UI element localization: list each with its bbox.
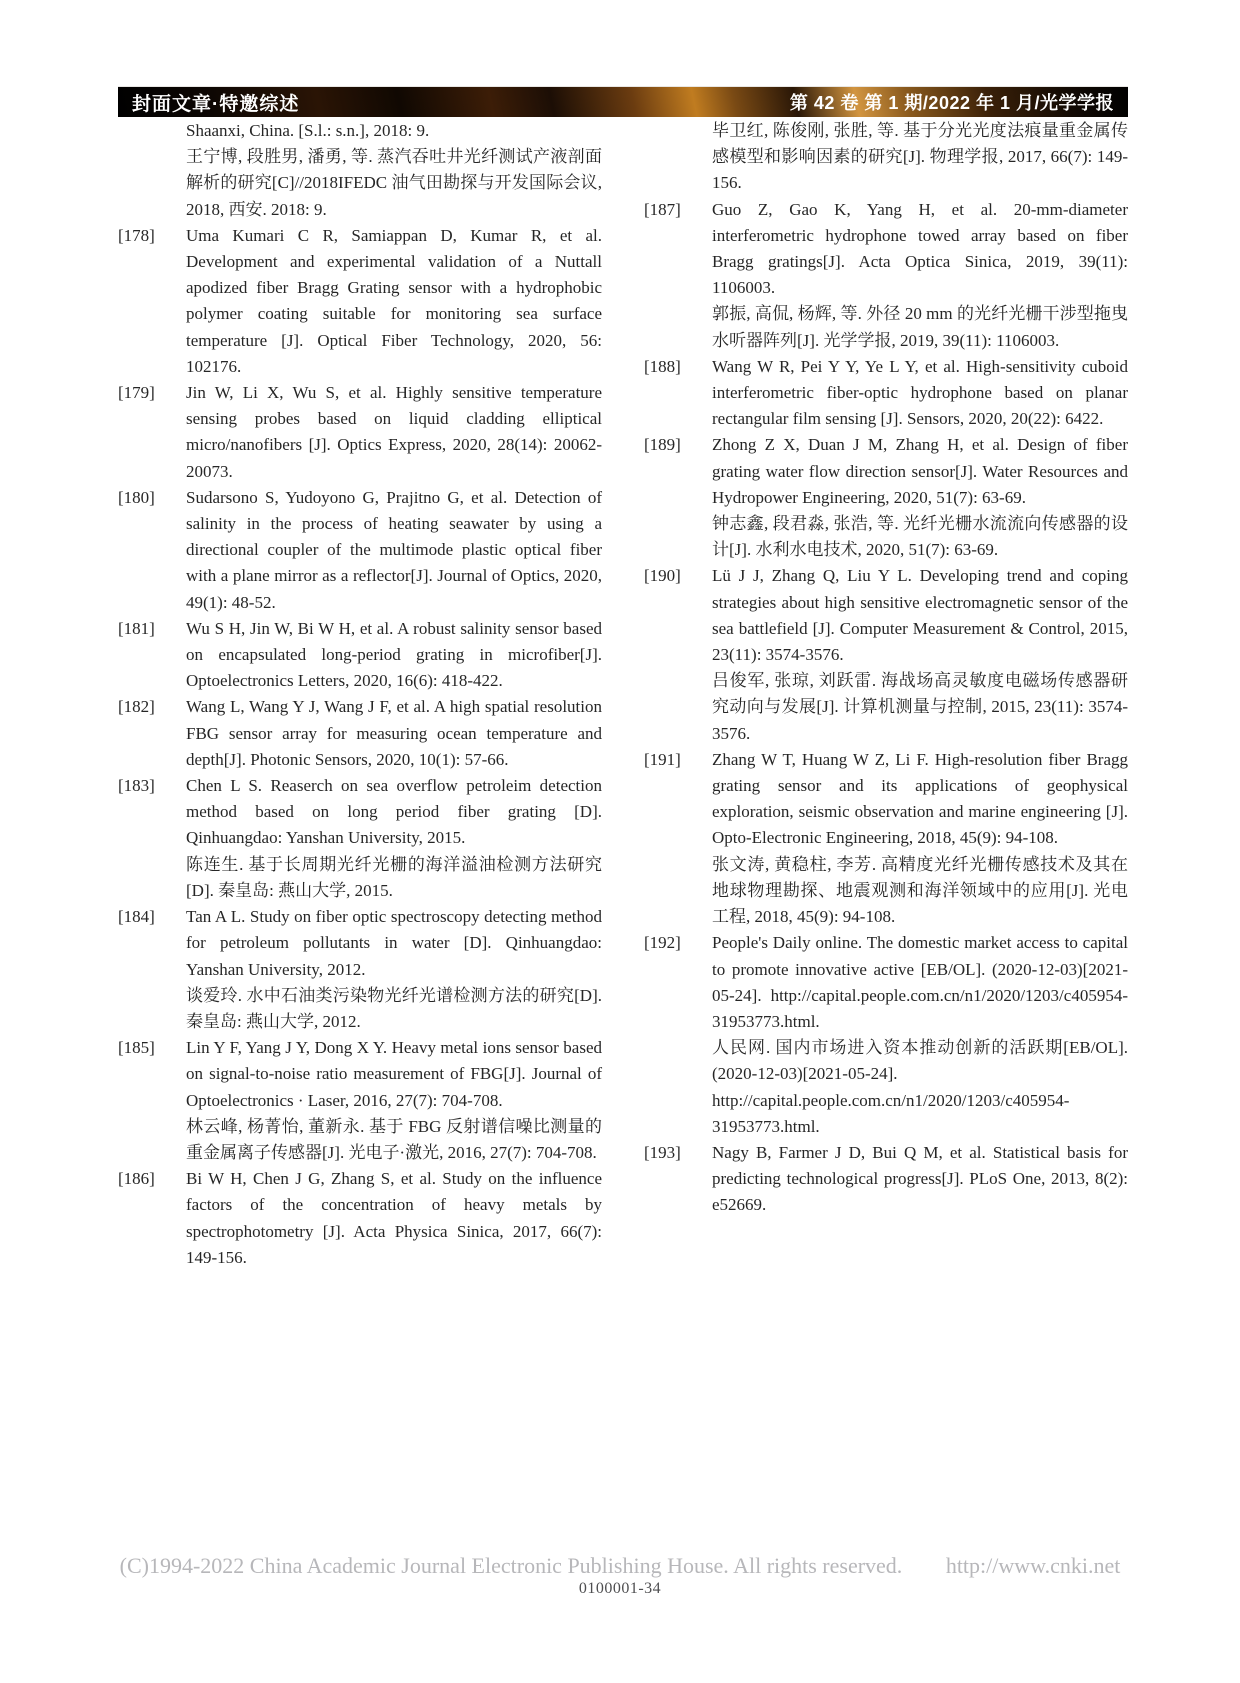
references-right-column	[644, 118, 1128, 1271]
reference-citation: Lin Y F, Yang J Y, Dong X Y. Heavy metal ions sensor based on signal-to-noise ratio measurement of FBG[J]. Journal of Optoelectronics · Laser, 2016, 27(7): 704-708.	[186, 1038, 602, 1110]
reference-entry	[118, 773, 602, 904]
reference-citation-block	[186, 118, 602, 223]
reference-citation-translation: 陈连生. 基于长周期光纤光栅的海洋溢油检测方法研究[D]. 秦皇岛: 燕山大学, 2015.	[186, 854, 602, 900]
reference-citation: Bi W H, Chen J G, Zhang S, et al. Study on the influence factors of the concentration of heavy metals by spectrophotometry [J]. Acta Physica Sinica, 2017, 66(7): 149-156.	[186, 1169, 602, 1267]
copyright-text: (C)1994-2022 China Academic Journal Electronic Publishing House. All rights reserved.	[119, 1553, 903, 1578]
reference-number: [187]	[644, 199, 681, 219]
header-issue-info: 第 42 卷 第 1 期/2022 年 1 月/光学学报	[789, 93, 1114, 113]
reference-citation: Shaanxi, China. [S.l.: s.n.], 2018: 9.	[186, 121, 430, 140]
reference-citation-translation: 谈爱玲. 水中石油类污染物光纤光谱检测方法的研究[D]. 秦皇岛: 燕山大学, 2012.	[186, 985, 602, 1031]
reference-entry	[118, 1166, 602, 1271]
reference-citation-block	[712, 432, 1128, 563]
reference-entry	[644, 354, 1128, 433]
reference-entry	[118, 616, 602, 695]
reference-citation-translation: 钟志鑫, 段君淼, 张浩, 等. 光纤光栅水流流向传感器的设计[J]. 水利水电技术, 2020, 51(7): 63-69.	[712, 514, 1128, 560]
reference-citation: Tan A L. Study on fiber optic spectroscopy detecting method for petroleum pollutants in water [D]. Qinhuangdao: Yanshan University, 2012.	[186, 907, 602, 979]
reference-citation-block	[186, 616, 602, 695]
reference-entry	[118, 380, 602, 485]
reference-citation: Sudarsono S, Yudoyono G, Prajitno G, et al. Detection of salinity in the process of heating seawater by using a directional coupler of the multimode plastic optical fiber with a plane mirror as a reflector[J]. Journal of Optics, 2020, 49(1): 48-52.	[186, 487, 602, 612]
reference-citation: Chen L S. Reaserch on sea overflow petroleim detection method based on long period fiber grating [D]. Qinhuangdao: Yanshan University, 2015.	[186, 776, 602, 848]
reference-entry	[118, 223, 602, 380]
reference-citation-block	[186, 694, 602, 773]
reference-entry	[644, 1140, 1128, 1219]
reference-citation-translation: 王宁博, 段胜男, 潘勇, 等. 蒸汽吞吐井光纤测试产液剖面解析的研究[C]//2018IFEDC 油气田勘探与开发国际会议, 2018, 西安. 2018: 9.	[186, 147, 602, 219]
reference-number: [181]	[118, 618, 155, 638]
reference-citation: Wu S H, Jin W, Bi W H, et al. A robust salinity sensor based on encapsulated long-period grating in microfiber[J]. Optoelectronics Letters, 2020, 16(6): 418-422.	[186, 618, 602, 691]
reference-citation-block	[712, 930, 1128, 1140]
reference-number: [182]	[118, 697, 155, 717]
reference-citation: 毕卫红, 陈俊刚, 张胜, 等. 基于分光光度法痕量重金属传感模型和影响因素的研究[J]. 物理学报, 2017, 66(7): 149-156.	[712, 121, 1128, 193]
reference-number: [178]	[118, 225, 155, 245]
reference-citation-block	[186, 223, 602, 380]
reference-number: [179]	[118, 383, 155, 403]
reference-citation-translation: 郭振, 高侃, 杨辉, 等. 外径 20 mm 的光纤光栅干涉型拖曳水听器阵列[J]. 光学学报, 2019, 39(11): 1106003.	[712, 304, 1128, 350]
reference-citation-block	[186, 1166, 602, 1271]
reference-citation-block	[186, 1035, 602, 1166]
reference-citation: Zhong Z X, Duan J M, Zhang H, et al. Design of fiber grating water flow direction sensor[J]. Water Resources and Hydropower Engineering, 2020, 51(7): 63-69.	[712, 435, 1128, 507]
reference-citation-block	[186, 773, 602, 904]
reference-citation-block	[712, 563, 1128, 746]
reference-citation: Guo Z, Gao K, Yang H, et al. 20-mm-diameter interferometric hydrophone towed array based on fiber Bragg gratings[J]. Acta Optica Sinica, 2019, 39(11): 1106003.	[712, 199, 1128, 298]
reference-citation-block	[712, 1140, 1128, 1219]
reference-citation: Nagy B, Farmer J D, Bui Q M, et al. Statistical basis for predicting technological progress[J]. PLoS One, 2013, 8(2): e52669.	[712, 1142, 1128, 1215]
reference-entry	[644, 197, 1128, 354]
reference-citation: Wang L, Wang Y J, Wang J F, et al. A high spatial resolution FBG sensor array for measuring ocean temperature and depth[J]. Photonic Sensors, 2020, 10(1): 57-66.	[186, 697, 602, 769]
references-left-column	[118, 118, 602, 1271]
reference-citation: Lü J J, Zhang Q, Liu Y L. Developing trend and coping strategies about high sensitive electromagnetic sensor of the sea battlefield [J]. Computer Measurement & Control, 2015, 23(11): 3574-3576.	[712, 566, 1128, 665]
reference-number: [192]	[644, 933, 681, 953]
cnki-url: http://www.cnki.net	[945, 1553, 1121, 1578]
page-number: 0100001-34	[578, 1580, 662, 1597]
reference-citation: Wang W R, Pei Y Y, Ye L Y, et al. High-sensitivity cuboid interferometric fiber-optic hydrophone based on planar rectangular film sensing [J]. Sensors, 2020, 20(22): 6422.	[712, 356, 1128, 429]
reference-number: [191]	[644, 749, 681, 769]
reference-citation-block	[186, 380, 602, 485]
reference-citation-block	[186, 904, 602, 1035]
reference-citation-block	[712, 197, 1128, 354]
reference-entry	[644, 432, 1128, 563]
reference-citation: Zhang W T, Huang W Z, Li F. High-resolution fiber Bragg grating sensor and its applications of geophysical exploration, seismic observation and marine engineering [J]. Opto-Electronic Engineering, 2018, 45(9): 94-108.	[712, 749, 1128, 848]
reference-number: [186]	[118, 1169, 155, 1189]
reference-entry	[644, 930, 1128, 1140]
reference-entry	[118, 118, 602, 223]
references-content	[118, 118, 1128, 1271]
reference-number: [190]	[644, 566, 681, 586]
reference-entry	[118, 904, 602, 1035]
reference-number: [184]	[118, 907, 155, 927]
reference-number: [188]	[644, 356, 681, 376]
reference-entry	[644, 563, 1128, 746]
reference-citation-block	[712, 354, 1128, 433]
reference-entry	[644, 747, 1128, 930]
reference-number: [180]	[118, 487, 155, 507]
header-section-label: 封面文章·特邀综述	[132, 93, 300, 115]
reference-entry	[644, 118, 1128, 197]
reference-citation: Uma Kumari C R, Samiappan D, Kumar R, et al. Development and experimental validation of a Nuttall apodized fiber Bragg Grating sensor with a hydrophobic polymer coating suitable for monitoring sea surface temperature [J]. Optical Fiber Technology, 2020, 56: 102176.	[186, 225, 602, 376]
reference-entry	[118, 485, 602, 616]
reference-citation: People's Daily online. The domestic market access to capital to promote innovative active [EB/OL]. (2020-12-03)[2021-05-24]. http://capital.people.com.cn/n1/2020/1203/c405954-31953773.html.	[712, 933, 1128, 1031]
reference-citation-translation: 吕俊军, 张琼, 刘跃雷. 海战场高灵敏度电磁场传感器研究动向与发展[J]. 计算机测量与控制, 2015, 23(11): 3574-3576.	[712, 671, 1128, 743]
reference-citation-translation: 张文涛, 黄稳柱, 李芳. 高精度光纤光栅传感技术及其在地球物理勘探、地震观测和海洋领域中的应用[J]. 光电工程, 2018, 45(9): 94-108.	[712, 854, 1128, 927]
reference-number: [193]	[644, 1142, 681, 1162]
reference-citation-translation: 林云峰, 杨菁怡, 董新永. 基于 FBG 反射谱信噪比测量的重金属离子传感器[J]. 光电子·激光, 2016, 27(7): 704-708.	[186, 1116, 602, 1162]
reference-citation-block	[712, 118, 1128, 197]
reference-number: [183]	[118, 776, 155, 796]
footer-copyright-line	[0, 1553, 1240, 1579]
reference-citation-block	[186, 485, 602, 616]
reference-number: [189]	[644, 435, 681, 455]
page-header-banner	[118, 86, 1128, 117]
reference-citation: Jin W, Li X, Wu S, et al. Highly sensitive temperature sensing probes based on liquid cladding elliptical micro/nanofibers [J]. Optics Express, 2020, 28(14): 20062-20073.	[186, 383, 602, 481]
reference-citation-translation: 人民网. 国内市场进入资本推动创新的活跃期[EB/OL]. (2020-12-03)[2021-05-24]. http://capital.people.com.cn/n1/2020/1203/c405954-31953773.html.	[712, 1038, 1128, 1136]
reference-entry	[118, 1035, 602, 1166]
reference-number: [185]	[118, 1038, 155, 1058]
reference-entry	[118, 694, 602, 773]
reference-citation-block	[712, 747, 1128, 930]
